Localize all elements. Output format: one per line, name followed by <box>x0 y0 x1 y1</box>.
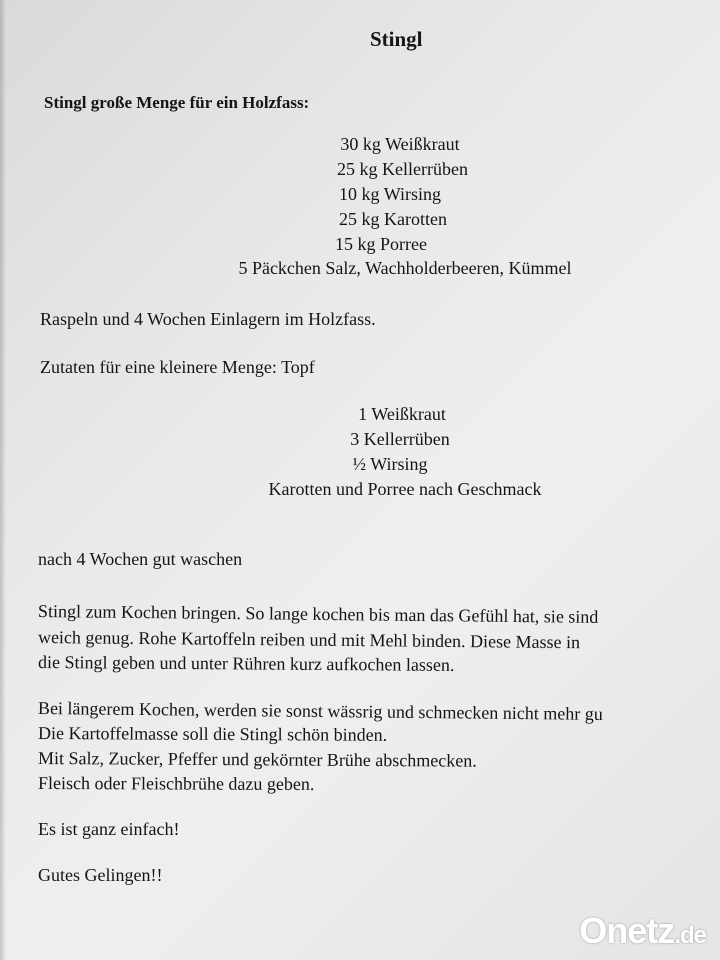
tips-line: Fleisch oder Fleischbrühe dazu geben. <box>37 773 315 794</box>
document-subtitle: Stingl große Menge für ein Holzfass: <box>44 93 310 112</box>
document-title: Stingl <box>370 27 423 51</box>
large-ingredient: 30 kg Weißkraut <box>340 134 460 154</box>
large-ingredient: 10 kg Wirsing <box>339 184 441 204</box>
small-ingredient: 1 Weißkraut <box>358 404 446 424</box>
tips-line: Die Kartoffelmasse soll die Stingl schön binden. <box>37 723 388 745</box>
small-heading: Zutaten für eine kleinere Menge: Topf <box>40 357 315 377</box>
wash-note: nach 4 Wochen gut waschen <box>38 549 243 569</box>
cooking-line: Stingl zum Kochen bringen. So lange kochen bis man das Gefühl hat, sie sind <box>37 601 599 627</box>
small-ingredient: Karotten und Porree nach Geschmack <box>268 479 542 499</box>
cooking-line: die Stingl geben und unter Rühren kurz aufkochen lassen. <box>37 652 455 675</box>
large-ingredient: 25 kg Karotten <box>339 209 447 229</box>
large-ingredient: 5 Päckchen Salz, Wachholderbeeren, Kümmel <box>238 258 572 278</box>
step-grate: Raspeln und 4 Wochen Einlagern im Holzfass. <box>40 309 376 329</box>
onetz-watermark <box>579 910 706 952</box>
tips-line: Bei längerem Kochen, werden sie sonst wässrig und schmecken nicht mehr gu <box>37 698 603 724</box>
watermark-brand: Onetz <box>579 910 675 951</box>
watermark-suffix: .de <box>674 922 706 949</box>
page-edge-shadow <box>0 0 6 960</box>
small-ingredient: ½ Wirsing <box>352 454 428 474</box>
small-ingredient: 3 Kellerrüben <box>350 429 450 449</box>
easy-note: Es ist ganz einfach! <box>38 819 180 839</box>
closing-text: Gutes Gelingen!! <box>38 865 163 885</box>
cooking-line: weich genug. Rohe Kartoffeln reiben und mit Mehl binden. Diese Masse in <box>37 627 581 653</box>
large-ingredient: 25 kg Kellerrüben <box>337 159 468 179</box>
tips-line: Mit Salz, Zucker, Pfeffer und gekörnter Brühe abschmecken. <box>37 748 477 771</box>
large-ingredient: 15 kg Porree <box>335 234 427 254</box>
